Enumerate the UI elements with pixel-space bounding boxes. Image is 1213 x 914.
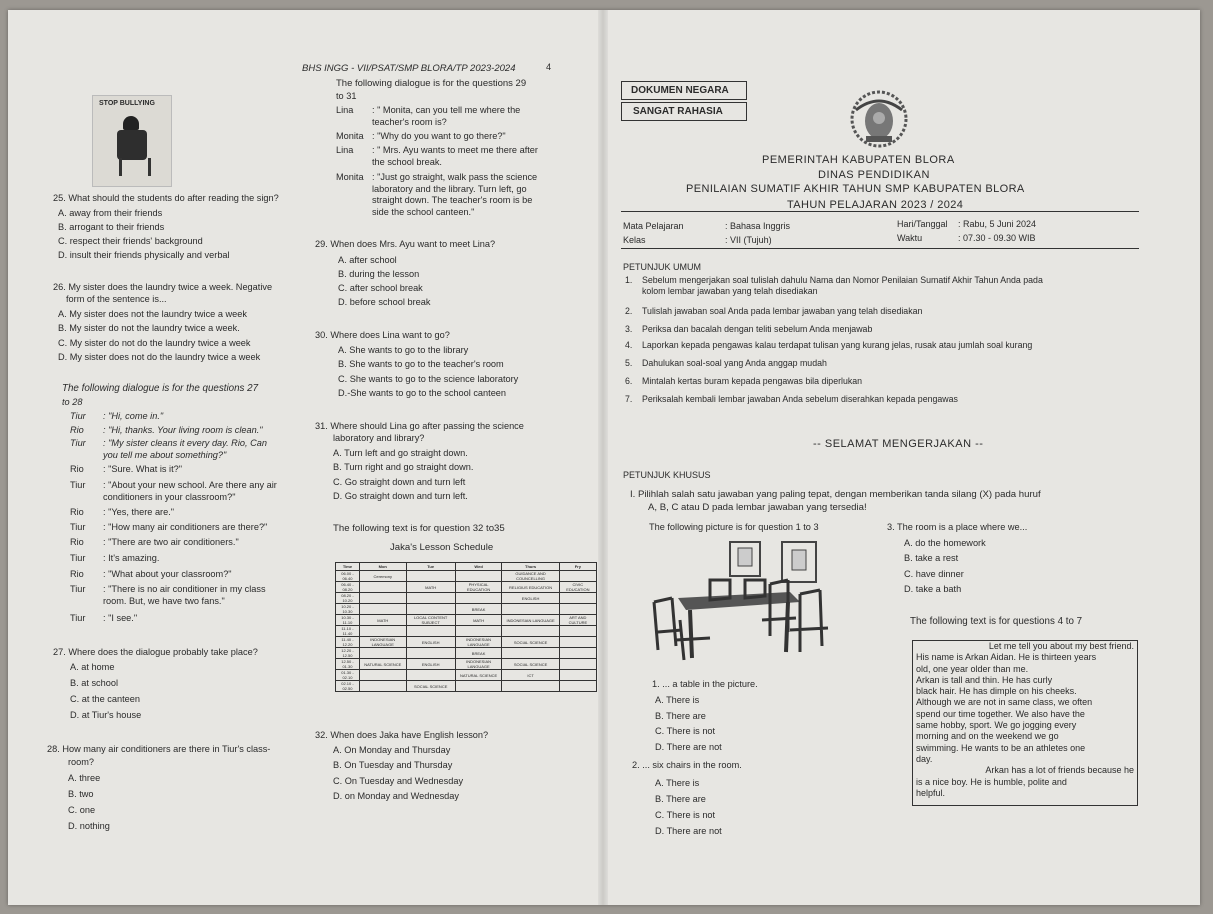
utterance: : "What about your classroom?" [103, 569, 232, 579]
story-line: same hobby, sport. We go jogging every [916, 720, 1077, 731]
special-rule: I. Pilihlah salah satu jawaban yang paling tepat, dengan memberikan tanda silang (X) pada huruf [630, 489, 1041, 500]
q29-option: B. during the lesson [338, 269, 420, 279]
subject-label: Mata Pelajaran [623, 221, 684, 231]
time-label: Waktu [897, 233, 923, 243]
schedule-cell: SOCIAL SCIENCE [502, 659, 559, 670]
utterance: : "I see." [103, 613, 138, 623]
rule-text: Periksa dan bacalah dengan teliti sebelum Anda menjawab [642, 324, 873, 334]
schedule-cell [359, 582, 406, 593]
q32-option: C. On Tuesday and Wednesday [333, 776, 464, 786]
schedule-cell: GUIDANCE AND COUNCELLING [502, 571, 559, 582]
dialogue2-line [70, 553, 159, 563]
dialogue2-line [70, 522, 267, 532]
day-label: Hari/Tanggal [897, 219, 948, 229]
schedule-cell: INDONESIAN LANGUAGE [455, 637, 502, 648]
dialogue1-line [336, 207, 474, 217]
garuda-emblem-icon [848, 88, 910, 150]
schedule-cell: RELIGIUS EDUCATION [502, 582, 559, 593]
stamp-dokumen-negara: DOKUMEN NEGARA [631, 85, 729, 96]
dialogue2-line [70, 450, 226, 460]
poster-title: STOP BULLYING [99, 100, 155, 107]
q26-option: A. My sister does not the laundry twice a week [58, 309, 247, 319]
schedule-cell: ART AND CULTURE [559, 615, 596, 626]
speaker: Rio [70, 537, 84, 547]
dialogue2-line [70, 425, 263, 435]
story-line: is a nice boy. He is humble, polite and [916, 776, 1067, 787]
schedule-cell: 01.30 - 02.10 [336, 670, 360, 681]
dialogue1-line [336, 172, 537, 182]
q1-option: A. There is [655, 695, 700, 705]
header-rule-bottom [621, 248, 1139, 249]
dialogue1-heading-cont: to 31 [336, 91, 357, 101]
schedule-cell [406, 604, 455, 615]
q32-option: D. on Monday and Wednesday [333, 791, 459, 801]
utterance: room. But, we have two fans." [103, 596, 225, 606]
schedule-cell [559, 593, 596, 604]
schedule-row [336, 571, 597, 582]
q31-option: D. Go straight down and turn left. [333, 491, 468, 501]
rule-number: 5. [625, 358, 633, 368]
utterance: : "Hi, come in." [103, 411, 164, 421]
dialogue2-line [70, 569, 232, 579]
q26-question: 26. My sister does the laundry twice a week. Negative [53, 282, 273, 292]
story-line: old, one year older than me. [916, 663, 1029, 674]
q31-option: C. Go straight down and turn left [333, 477, 466, 487]
q29-option: C. after school break [338, 283, 423, 293]
schedule-cell [455, 681, 502, 692]
page-number: 4 [546, 62, 552, 72]
schedule-cell [559, 670, 596, 681]
schedule-cell: INDONESIAN LANGUAGE [359, 637, 406, 648]
dialogue1-line [336, 195, 532, 205]
schedule-row [336, 659, 597, 670]
class-label: Kelas [623, 235, 646, 245]
schedule-cell: PHYSICAL EDUCATION [455, 582, 502, 593]
q27-option: B. at school [70, 678, 119, 688]
dialogue2-line [70, 584, 266, 594]
schedule-cell: SOCIAL SCIENCE [406, 681, 455, 692]
dialogue2-line [70, 438, 267, 448]
schedule-title: Jaka's Lesson Schedule [390, 542, 494, 553]
dialogue1-line [336, 157, 442, 167]
text-heading-4-7: The following text is for questions 4 to 7 [910, 616, 1083, 627]
story-box [912, 640, 1138, 806]
schedule-header-cell: Wed [455, 563, 502, 571]
stop-bullying-poster [92, 95, 172, 187]
q32-option: B. On Tuesday and Thursday [333, 760, 453, 770]
rule-number: 2. [625, 306, 633, 316]
dialogue1-line [336, 117, 447, 127]
schedule-cell: ENGLISH [406, 637, 455, 648]
schedule-header-cell: Fry [559, 563, 596, 571]
story-line: day. [916, 753, 933, 764]
schedule-cell [559, 626, 596, 637]
q25-option: C. respect their friends' background [58, 236, 203, 246]
story-line: Arkan has a lot of friends because he [985, 765, 1134, 776]
gov-line-2: DINAS PENDIDIKAN [818, 169, 930, 181]
utterance: side the school canteen." [372, 207, 475, 217]
utterance: conditioners in your classroom?" [103, 492, 236, 502]
schedule-cell: NATURAL SCIENCE [359, 659, 406, 670]
schedule-cell [359, 681, 406, 692]
utterance: you tell me about something?" [103, 450, 227, 460]
q32-option: A. On Monday and Thursday [333, 745, 451, 755]
q30-option: A. She wants to go to the library [338, 345, 469, 355]
schedule-cell [502, 604, 559, 615]
class-value: : VII (Tujuh) [725, 235, 772, 245]
schedule-cell [559, 659, 596, 670]
utterance: : It's amazing. [103, 553, 160, 563]
story-line: Let me tell you about my best friend. [988, 641, 1134, 651]
dialogue2-line [70, 537, 239, 547]
q30-option: C. She wants to go to the science laboratory [338, 374, 519, 384]
schedule-header-cell: Thurs [502, 563, 559, 571]
figure-legs-icon [119, 158, 151, 176]
q2-option: B. There are [655, 794, 706, 804]
dialogue1-line [336, 145, 538, 155]
utterance: : "There are two air conditioners." [103, 537, 239, 547]
dialogue2-line [70, 464, 182, 474]
schedule-cell [559, 681, 596, 692]
q26-option: C. My sister do not do the laundry twice a week [58, 338, 251, 348]
speaker: Rio [70, 507, 84, 517]
speaker: Tiur [70, 411, 86, 421]
speaker: Lina [336, 145, 354, 155]
utterance: teacher's room is? [372, 117, 447, 127]
schedule-header-cell: Tue [406, 563, 455, 571]
q31-question-cont: laboratory and library? [333, 433, 425, 443]
schedule-cell: BREAK [455, 648, 502, 659]
q2-option: A. There is [655, 778, 700, 788]
dining-room-picture [650, 540, 850, 665]
q30-question: 30. Where does Lina want to go? [315, 330, 450, 340]
figure-head-icon [123, 116, 139, 130]
story-line: His name is Arkan Aidan. He is thirteen years [916, 652, 1097, 663]
figure-body-icon [117, 130, 147, 160]
schedule-cell [359, 593, 406, 604]
schedule-cell [502, 681, 559, 692]
schedule-cell: MATH [406, 582, 455, 593]
q3-question: 3. The room is a place where we... [887, 522, 1028, 532]
schedule-cell [502, 626, 559, 637]
q1-question: 1. ... a table in the picture. [652, 679, 758, 689]
schedule-header-cell: Time [336, 563, 360, 571]
schedule-cell [559, 604, 596, 615]
q31-option: A. Turn left and go straight down. [333, 448, 468, 458]
q2-option: C. There is not [655, 810, 716, 820]
dialogue2-line [70, 411, 163, 421]
speaker: Monita [336, 131, 364, 141]
q28-option: B. two [68, 789, 94, 799]
schedule-cell: Ceremony [359, 571, 406, 582]
q27-option: D. at Tiur's house [70, 710, 142, 720]
schedule-cell: NATURAL SCIENCE [455, 670, 502, 681]
dialogue1-line [336, 184, 527, 194]
q30-option: B. She wants to go to the teacher's room [338, 359, 504, 369]
schedule-cell [359, 670, 406, 681]
q25-question: 25. What should the students do after reading the sign? [53, 193, 279, 203]
rule-number: 4. [625, 340, 633, 350]
schedule-cell [455, 593, 502, 604]
dialogue2-line [70, 507, 174, 517]
story-line: swimming. He wants to be an athletes one [916, 742, 1086, 753]
q25-option: B. arrogant to their friends [58, 222, 165, 232]
speaker: Tiur [70, 438, 86, 448]
rule-number: 1. [625, 275, 633, 285]
utterance: : " Monita, can you tell me where the [372, 105, 521, 115]
dialogue1-line [336, 105, 520, 115]
schedule-cell [406, 626, 455, 637]
stamp-sangat-rahasia: SANGAT RAHASIA [633, 106, 723, 117]
schedule-cell [502, 648, 559, 659]
utterance: : "There is no air conditioner in my class [103, 584, 266, 594]
q28-option: A. three [68, 773, 101, 783]
schedule-cell [559, 648, 596, 659]
rule-text: Sebelum mengerjakan soal tulislah dahulu Nama dan Nomor Penilaian Sumatif Akhir Tahun Anda pada [642, 275, 1043, 285]
dialogue2-line [70, 480, 277, 490]
q2-option: D. There are not [655, 826, 722, 836]
schedule-cell [406, 571, 455, 582]
rule-text: Periksalah kembali lembar jawaban Anda sebelum diserahkan kepada pengawas [642, 394, 958, 404]
story-line: helpful. [916, 787, 946, 798]
story-line: morning and on the weekend we go [916, 731, 1059, 742]
schedule-cell: 06.40 - 08.20 [336, 582, 360, 593]
rule-text: Tulislah jawaban soal Anda pada lembar jawaban yang telah disediakan [642, 306, 923, 316]
utterance: the school break. [372, 157, 442, 167]
schedule-cell: INDONESIAN LANGUAGE [502, 615, 559, 626]
paper-fold [598, 10, 608, 905]
q26-option: B. My sister do not the laundry twice a week. [58, 323, 240, 333]
utterance: : "How many air conditioners are there?" [103, 522, 268, 532]
schedule-cell: CIVIC EDUCATION [559, 582, 596, 593]
schedule-cell [406, 670, 455, 681]
schedule-row [336, 648, 597, 659]
utterance: : "Yes, there are." [103, 507, 175, 517]
schedule-cell: INDONESIAN LANGUAGE [455, 659, 502, 670]
speaker: Rio [70, 425, 84, 435]
rule-number: 7. [625, 394, 633, 404]
q29-question: 29. When does Mrs. Ayu want to meet Lina? [315, 239, 496, 249]
rule-text: Laporkan kepada pengawas kalau terdapat tulisan yang kurang jelas, rusak atau jumlah soal kurang [642, 340, 1033, 350]
q26-option: D. My sister does not do the laundry twice a week [58, 352, 261, 362]
schedule-cell: 10.20 - 10.30 [336, 604, 360, 615]
schedule-cell [455, 626, 502, 637]
schedule-row [336, 604, 597, 615]
dialogue2-line [70, 596, 225, 606]
q1-option: D. There are not [655, 742, 722, 752]
schedule-row [336, 637, 597, 648]
speaker: Monita [336, 172, 364, 182]
speaker: Rio [70, 569, 84, 579]
q32-question: 32. When does Jaka have English lesson? [315, 730, 489, 740]
schedule-row [336, 626, 597, 637]
gov-line-1: PEMERINTAH KABUPATEN BLORA [762, 154, 955, 166]
q30-option: D.-She wants to go to the school canteen [338, 388, 507, 398]
gov-line-3: PENILAIAN SUMATIF AKHIR TAHUN SMP KABUPATEN BLORA [686, 183, 1025, 195]
utterance: : "Just go straight, walk pass the science [372, 172, 538, 182]
utterance: : "Sure. What is it?" [103, 464, 183, 474]
schedule-cell: 08.20 - 10.20 [336, 593, 360, 604]
q3-option: C. have dinner [904, 569, 964, 579]
dialogue1-line [336, 131, 506, 141]
speaker: Tiur [70, 613, 86, 623]
special-rule-cont: A, B, C atau D pada lembar jawaban yang tersedia! [648, 502, 867, 513]
utterance: laboratory and the library. Turn left, go [372, 184, 527, 194]
q3-option: A. do the homework [904, 538, 986, 548]
dialogue1-heading: The following dialogue is for the questions 29 [336, 78, 527, 89]
day-value: : Rabu, 5 Juni 2024 [958, 219, 1037, 229]
utterance: : " Mrs. Ayu wants to meet me there after [372, 145, 538, 155]
speaker: Tiur [70, 553, 86, 563]
q27-option: C. at the canteen [70, 694, 140, 704]
schedule-cell: 11.10 - 11.40 [336, 626, 360, 637]
schedule-cell: SOCIAL SCIENCE [502, 637, 559, 648]
schedule-cell: LOCAL CONTENT SUBJECT [406, 615, 455, 626]
q28-option: C. one [68, 805, 96, 815]
schedule-row [336, 582, 597, 593]
header-rule-top [621, 211, 1139, 212]
schedule-cell: MATH [359, 615, 406, 626]
rule-text-cont: kolom lembar jawaban yang telah disediakan [642, 286, 818, 296]
schedule-cell [406, 648, 455, 659]
q27-option: A. at home [70, 662, 115, 672]
story-line: Arkan is tall and thin. He has curly [916, 674, 1053, 685]
q29-option: A. after school [338, 255, 397, 265]
q1-option: C. There is not [655, 726, 716, 736]
petunjuk-umum-heading: PETUNJUK UMUM [623, 262, 701, 272]
schedule-cell: ENGLISH [406, 659, 455, 670]
picture-heading: The following picture is for question 1 to 3 [649, 522, 819, 532]
utterance: : "Hi, thanks. Your living room is clean." [103, 425, 263, 435]
gov-line-4: TAHUN PELAJARAN 2023 / 2024 [787, 199, 964, 211]
rule-text: Mintalah kertas buram kepada pengawas bila diperlukan [642, 376, 863, 386]
schedule-cell: MATH [455, 615, 502, 626]
rule-text: Dahulukan soal-soal yang Anda anggap mudah [642, 358, 827, 368]
q31-option: B. Turn right and go straight down. [333, 462, 474, 472]
schedule-header-cell: Mon [359, 563, 406, 571]
schedule-cell [359, 648, 406, 659]
doc-code: BHS INGG - VII/PSAT/SMP BLORA/TP 2023-2024 [302, 63, 516, 74]
q28-option: D. nothing [68, 821, 110, 831]
subject-value: : Bahasa Inggris [725, 221, 791, 231]
schedule-cell: BREAK [455, 604, 502, 615]
schedule-cell [359, 626, 406, 637]
schedule-cell [406, 593, 455, 604]
schedule-cell [559, 571, 596, 582]
rule-number: 3. [625, 324, 633, 334]
story-line: spend our time together. We also have the [916, 708, 1085, 719]
q1-option: B. There are [655, 711, 706, 721]
schedule-cell: 11.40 - 12.20 [336, 637, 360, 648]
schedule-cell: 12.20 - 12.50 [336, 648, 360, 659]
schedule-cell: 02.10 - 02.50 [336, 681, 360, 692]
utterance: straight down. The teacher's room is be [372, 195, 533, 205]
schedule-cell: ENGLISH [502, 593, 559, 604]
q28-question-cont: room? [68, 757, 95, 767]
speaker: Rio [70, 464, 84, 474]
selamat-mengerjakan: -- SELAMAT MENGERJAKAN -- [813, 438, 984, 450]
schedule-row [336, 593, 597, 604]
schedule-cell: 10.30 - 11.10 [336, 615, 360, 626]
schedule-text-heading: The following text is for question 32 to35 [333, 523, 505, 534]
schedule-header-row [336, 563, 597, 571]
schedule-cell: 06.00 - 06.40 [336, 571, 360, 582]
speaker: Tiur [70, 584, 86, 594]
dialogue2-heading-cont: to 28 [62, 397, 83, 407]
schedule-cell: ICT [502, 670, 559, 681]
rule-number: 6. [625, 376, 633, 386]
q26-question-cont: form of the sentence is... [66, 294, 167, 304]
q25-option: A. away from their friends [58, 208, 163, 218]
q31-question: 31. Where should Lina go after passing the science [315, 421, 524, 431]
petunjuk-khusus-heading: PETUNJUK KHUSUS [623, 470, 711, 480]
dialogue2-heading: The following dialogue is for the questions 27 [62, 383, 259, 394]
dialogue2-line [70, 613, 137, 623]
time-value: : 07.30 - 09.30 WIB [958, 233, 1036, 243]
q29-option: D. before school break [338, 297, 431, 307]
utterance: : "My sister cleans it every day. Rio, Can [103, 438, 267, 448]
schedule-cell [359, 604, 406, 615]
q3-option: B. take a rest [904, 553, 959, 563]
q2-question: 2. ... six chairs in the room. [632, 760, 742, 770]
schedule-row [336, 670, 597, 681]
q28-question: 28. How many air conditioners are there in Tiur's class- [47, 744, 271, 754]
utterance: : "About your new school. Are there any air [103, 480, 277, 490]
story-line: Although we are not in same class, we often [916, 697, 1093, 708]
story-line: black hair. He has dimple on his cheeks. [916, 686, 1077, 697]
speaker: Tiur [70, 480, 86, 490]
speaker: Lina [336, 105, 354, 115]
utterance: : "Why do you want to go there?" [372, 131, 506, 141]
speaker: Tiur [70, 522, 86, 532]
schedule-row [336, 615, 597, 626]
schedule-cell [559, 637, 596, 648]
lesson-schedule-table [335, 562, 597, 692]
schedule-cell: 12.50 - 01.30 [336, 659, 360, 670]
dialogue2-line [70, 492, 235, 502]
schedule-cell [455, 571, 502, 582]
schedule-row [336, 681, 597, 692]
q3-option: D. take a bath [904, 584, 962, 594]
q25-option: D. insult their friends physically and verbal [58, 250, 230, 260]
q27-question: 27. Where does the dialogue probably take place? [53, 647, 258, 657]
